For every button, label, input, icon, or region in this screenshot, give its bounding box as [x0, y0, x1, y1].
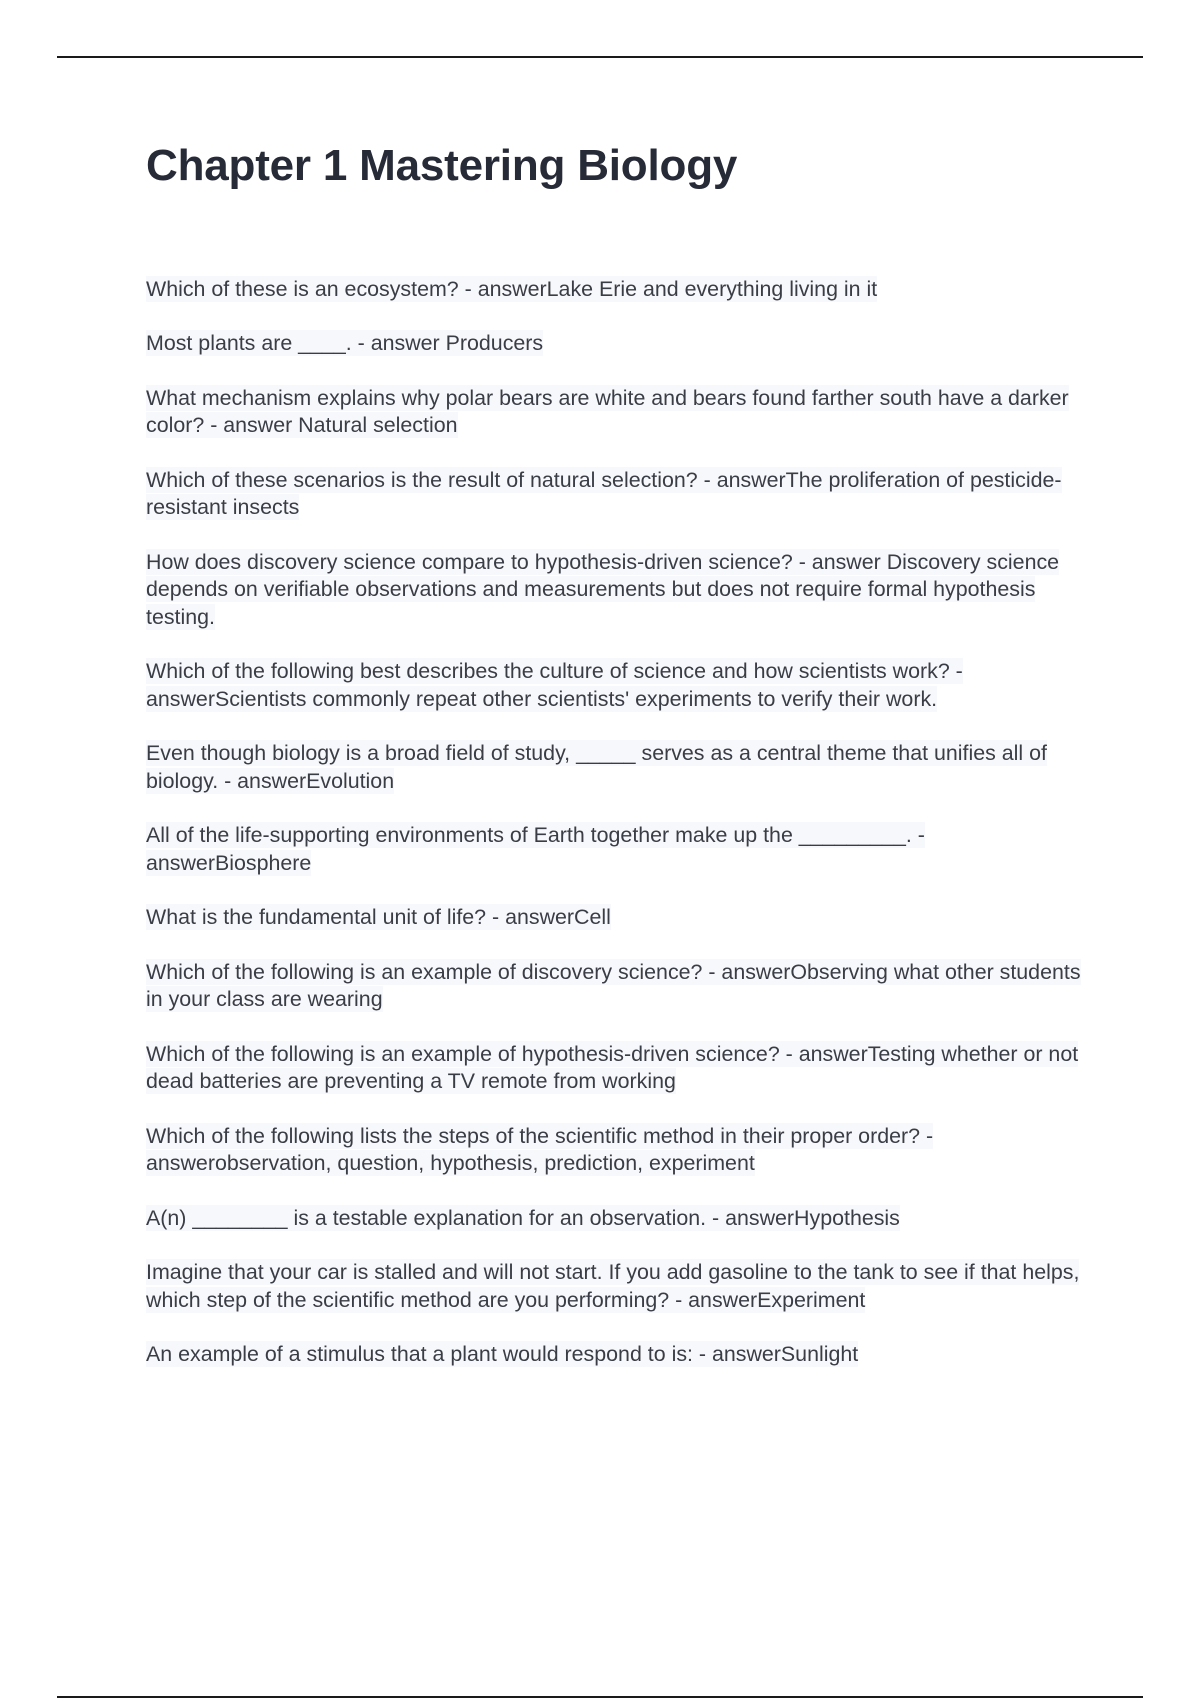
- qa-text: Most plants are ____. - answer Producers: [146, 331, 544, 356]
- qa-item: [146, 1341, 1096, 1369]
- qa-item: [146, 959, 1096, 1014]
- qa-item: [146, 740, 1096, 795]
- bottom-rule: [57, 1696, 1143, 1698]
- qa-text: Which of the following best describes the culture of science and how scientists work? - answerScientists commonly repeat other scientists' experiments to verify their work.: [146, 659, 963, 711]
- qa-item: [146, 467, 1096, 522]
- qa-item: [146, 549, 1096, 632]
- qa-text: Which of these scenarios is the result of natural selection? - answerThe proliferation of pesticide-resistant insects: [146, 467, 1062, 520]
- qa-item: [146, 1041, 1096, 1096]
- document-page: [146, 140, 1096, 1396]
- qa-list: [146, 276, 1096, 1369]
- qa-item: [146, 1123, 1096, 1178]
- qa-text: Which of these is an ecosystem? - answerLake Erie and everything living in it: [146, 276, 878, 301]
- qa-text: Which of the following is an example of discovery science? - answerObserving what other students in your class are wearing: [146, 959, 1081, 1012]
- qa-item: [146, 1205, 1096, 1233]
- qa-item: [146, 822, 1096, 877]
- qa-text: What is the fundamental unit of life? - answerCell: [146, 905, 611, 930]
- qa-item: [146, 658, 1096, 713]
- qa-text: An example of a stimulus that a plant would respond to is: - answerSunlight: [146, 1342, 859, 1367]
- qa-item: [146, 276, 1096, 304]
- qa-item: [146, 904, 1096, 932]
- qa-text: Imagine that your car is stalled and will not start. If you add gasoline to the tank to see if that helps, which step of the scientific method are you performing? - answerExperiment: [146, 1260, 1080, 1312]
- qa-text: A(n) ________ is a testable explanation for an observation. - answerHypothesis: [146, 1205, 900, 1230]
- qa-item: [146, 330, 1096, 358]
- document-title: Chapter 1 Mastering Biology: [146, 141, 738, 190]
- qa-text: All of the life-supporting environments of Earth together make up the _________. - answerBiosphere: [146, 823, 925, 875]
- qa-text: What mechanism explains why polar bears are white and bears found farther south have a darker color? - answer Natural selection: [146, 385, 1069, 438]
- qa-text: Which of the following is an example of hypothesis-driven science? - answerTesting whether or not dead batteries are preventing a TV remote from working: [146, 1041, 1079, 1094]
- qa-text: Which of the following lists the steps of the scientific method in their proper order? - answerobservation, question, hypothesis, prediction, experiment: [146, 1123, 934, 1176]
- top-rule: [57, 56, 1143, 58]
- qa-text: Even though biology is a broad field of study, _____ serves as a central theme that unifies all of biology. - answerEvolution: [146, 741, 1047, 793]
- qa-text: How does discovery science compare to hypothesis-driven science? - answer Discovery science depends on verifiable observations and measurements but does not require formal hypothesis testing.: [146, 549, 1060, 629]
- qa-item: [146, 385, 1096, 440]
- qa-item: [146, 1259, 1096, 1314]
